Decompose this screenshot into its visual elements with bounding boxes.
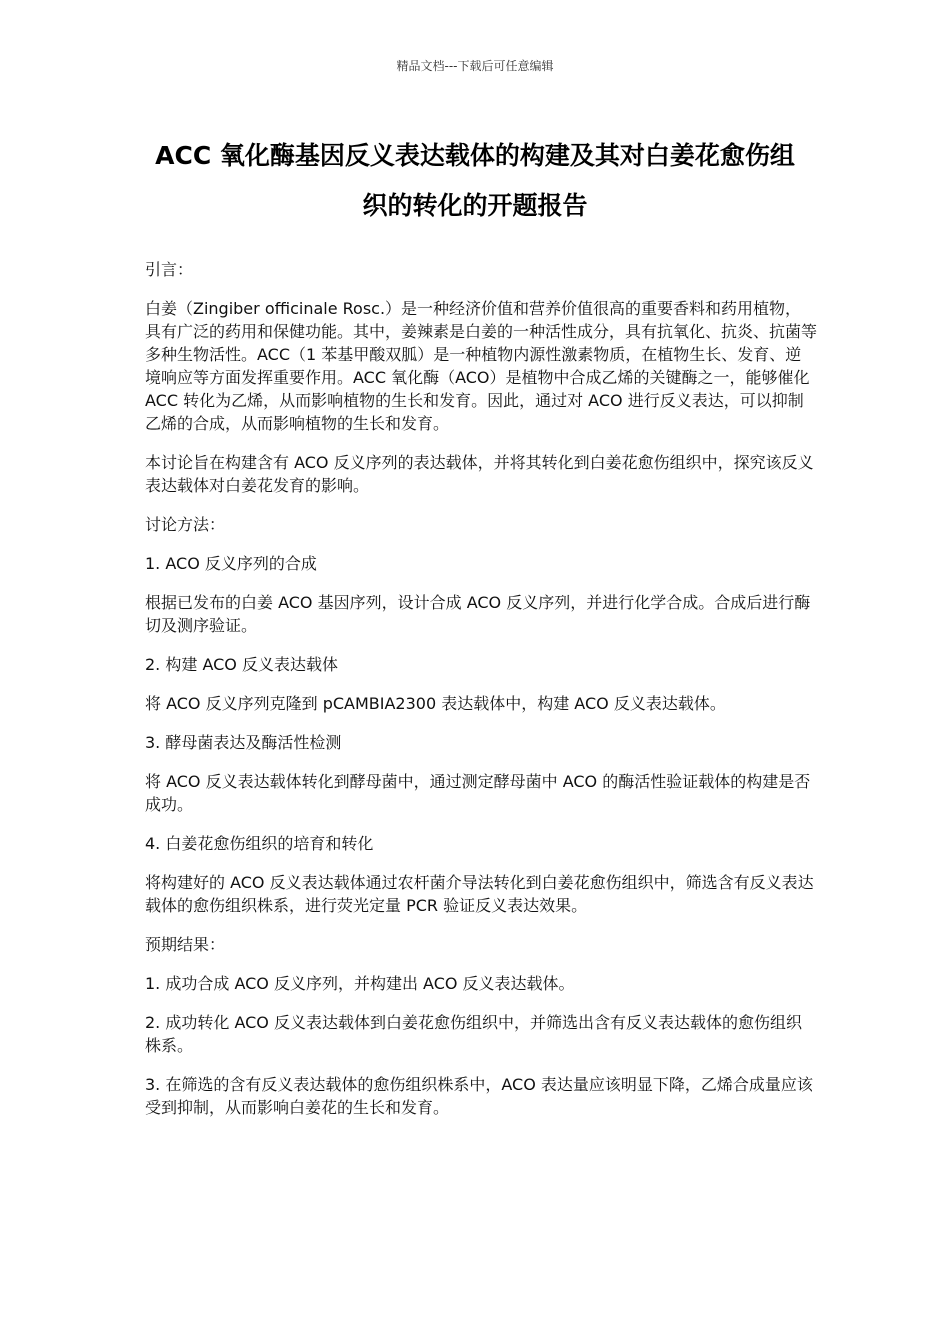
title-line-2: 织的转化的开题报告	[362, 191, 588, 220]
method-1-title: 1. ACO 反义序列的合成	[145, 554, 317, 573]
title-line-1: ACC 氧化酶基因反义表达载体的构建及其对白姜花愈伤组	[155, 141, 795, 170]
method-1-body: 根据已发布的白姜 ACO 基因序列，设计合成 ACO 反义序列，并进行化学合成。合成后进行酶切及测序验证。	[145, 593, 811, 635]
result-1: 1. 成功合成 ACO 反义序列，并构建出 ACO 反义表达载体。	[145, 974, 575, 993]
document-title	[120, 131, 830, 231]
method-3-body: 将 ACO 反义表达载体转化到酵母菌中，通过测定酵母菌中 ACO 的酶活性验证载体的构建是否成功。	[145, 772, 811, 814]
result-3: 3. 在筛选的含有反义表达载体的愈伤组织株系中，ACO 表达量应该明显下降，乙烯合成量应该受到抑制，从而影响白姜花的生长和发育。	[145, 1075, 813, 1117]
result-2: 2. 成功转化 ACO 反义表达载体到白姜花愈伤组织中，并筛选出含有反义表达载体的愈伤组织株系。	[145, 1013, 802, 1055]
page-header: 精品文档---下载后可任意编辑	[396, 59, 554, 73]
results-heading: 预期结果：	[145, 935, 226, 954]
intro-heading: 引言：	[145, 260, 194, 279]
method-4-title: 4. 白姜花愈伤组织的培育和转化	[145, 834, 374, 853]
method-3-title: 3. 酵母菌表达及酶活性检测	[145, 733, 342, 752]
methods-heading: 讨论方法：	[145, 515, 226, 534]
method-2-title: 2. 构建 ACO 反义表达载体	[145, 655, 338, 674]
document-body	[145, 258, 817, 1135]
intro-paragraph-1: 白姜（Zingiber officinale Rosc.）是一种经济价值和营养价值很高的重要香料和药用植物，具有广泛的药用和保健功能。其中，姜辣素是白姜的一种活性成分，具有抗氧化、抗炎、抗菌等多种生物活性。ACC（1 苯基甲酸双胍）是一种植物内源性激素物质，在植物生长、发育、逆境响应等方面发挥重要作用。ACC 氧化酶（ACO）是植物中合成乙烯的关键酶之一，能够催化 ACC 转化为乙烯，从而影响植物的生长和发育。因此，通过对 ACO 进行反义表达，可以抑制乙烯的合成，从而影响植物的生长和发育。	[145, 299, 818, 433]
method-2-body: 将 ACO 反义序列克隆到 pCAMBIA2300 表达载体中，构建 ACO 反义表达载体。	[145, 694, 726, 713]
method-4-body: 将构建好的 ACO 反义表达载体通过农杆菌介导法转化到白姜花愈伤组织中，筛选含有反义表达载体的愈伤组织株系，进行荧光定量 PCR 验证反义表达效果。	[145, 873, 814, 915]
intro-paragraph-2: 本讨论旨在构建含有 ACO 反义序列的表达载体，并将其转化到白姜花愈伤组织中，探究该反义表达载体对白姜花发育的影响。	[145, 453, 814, 495]
